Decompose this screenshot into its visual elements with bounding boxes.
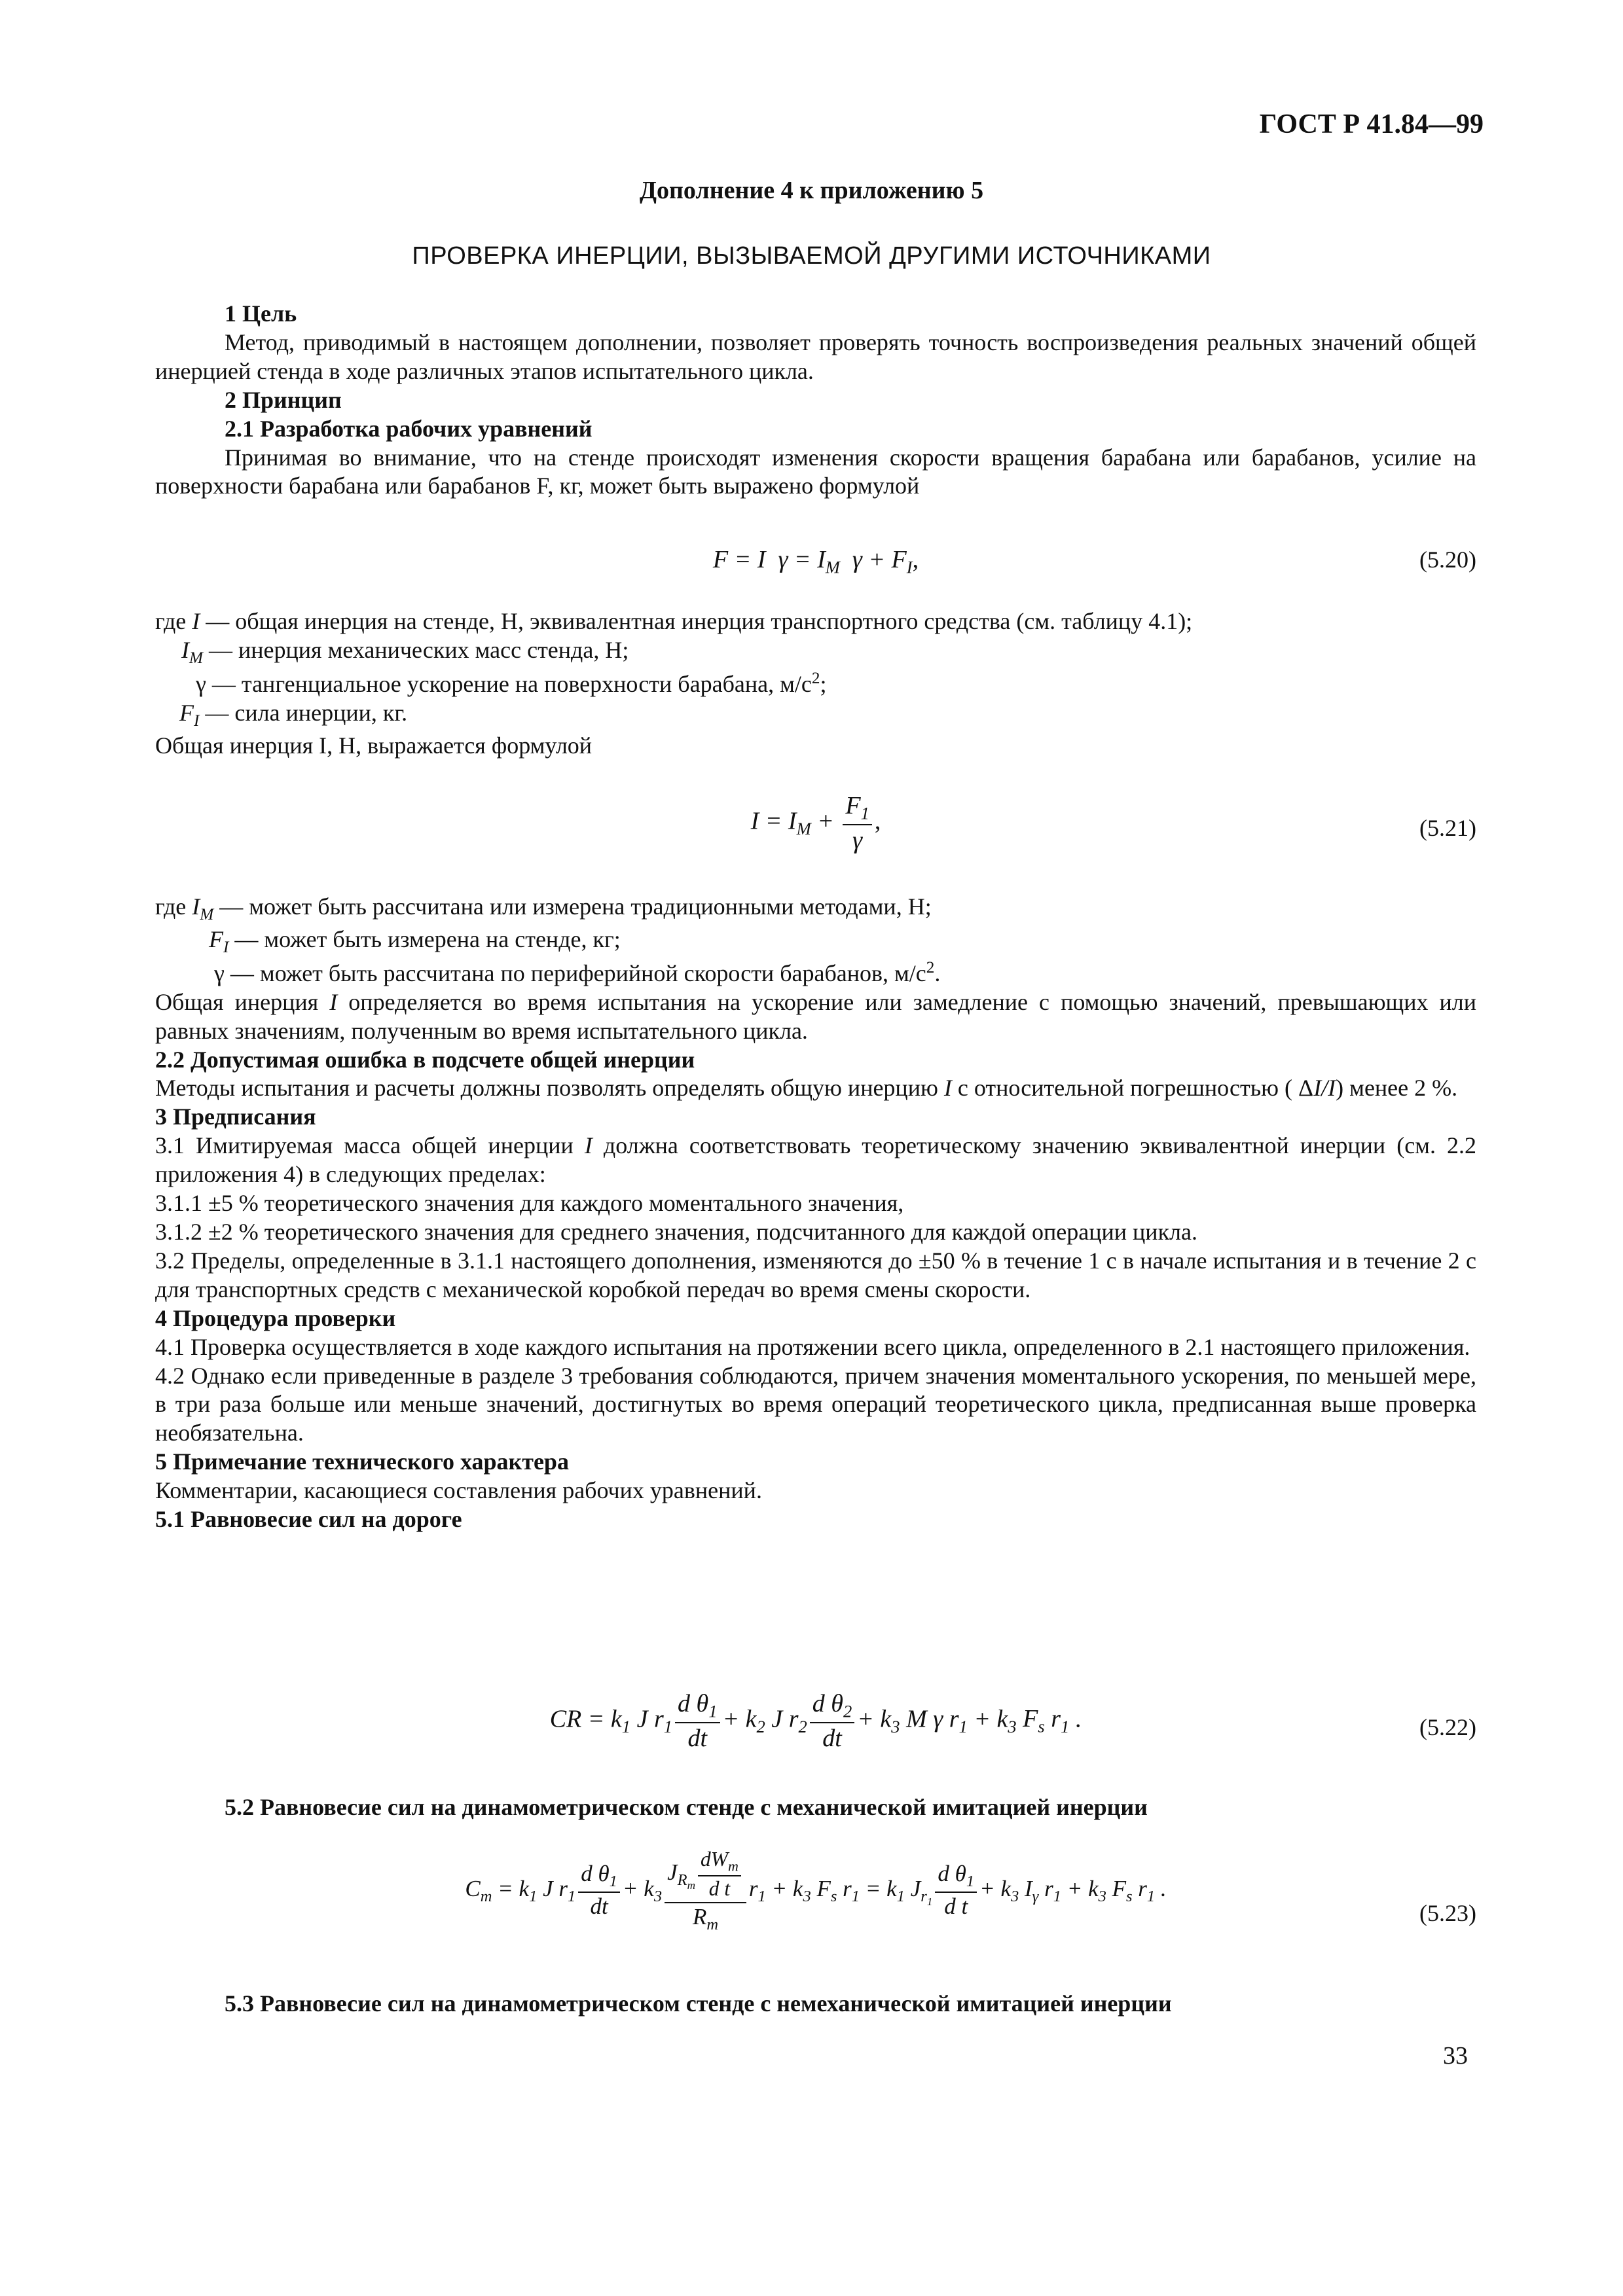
section-3-1-1-text: 3.1.1 ±5 % теоретического значения для каждого моментального значения,: [155, 1190, 904, 1217]
equation-5-23-number: (5.23): [1419, 1900, 1476, 1926]
section-2-1-text: Принимая во внимание, что на стенде происходят изменения скорости вращения барабана или барабанов, усилие на поверхности барабана или барабанов F, кг, может быть выражено формулой: [155, 444, 1476, 499]
section-5-1-heading: 5.1 Равновесие сил на дороге: [155, 1506, 462, 1533]
definition-acceleration: γ — тангенциальное ускорение на поверхности барабана, $м/с^2$;: [196, 669, 827, 697]
section-3-heading: 3 Предписания: [155, 1103, 316, 1130]
equation-5-23-body: $C_m = k_1$ J $r_1$ $\frac{d \theta_1}{dt}$ + $k_3$ $J_{R_m}$ $\frac{dW_m}{\text{d t}}$ $R_m$ $r_1 + k_3$ $F_s$ $r_1 = k_1$ $J_{r_1}$ $\frac{d \theta_1}{\text{d t}}$ + $k_3$ $I_\gamma$ $r_1 + k_3$ $F_s$ $r_1$ .: [465, 1848, 1167, 1933]
definitions-5-20: [155, 607, 1476, 761]
equation-5-21-body: $I = I_M$ + $\frac{F_1}{\gamma}$ ,: [155, 791, 1476, 855]
section-2-2-text: Методы испытания и расчеты должны позволять определять общую инерцию I с относительной погрешностью ( ΔI/I) менее 2 %.: [155, 1075, 1458, 1102]
definitions-5-21-and-sections: [155, 893, 1476, 1534]
section-3-1-2-text: 3.1.2 ±2 % теоретического значения для среднего значения, подсчитанного для каждой операции цикла.: [155, 1219, 1197, 1245]
equation-5-20: [155, 545, 1476, 617]
equation-5-23: [155, 1847, 1476, 1971]
section-2-heading: 2 Принцип: [225, 386, 342, 413]
section-5-3-block: [155, 1990, 1476, 2018]
equation-5-21: [155, 791, 1476, 882]
appendix-subtitle: ПРОВЕРКА ИНЕРЦИИ, ВЫЗЫВАЕМОЙ ДРУГИМИ ИСТОЧНИКАМИ: [412, 242, 1211, 270]
section-1-text: Метод, приводимый в настоящем дополнении, позволяет проверять точность воспроизведения реальных значений общей инерцией стенда в ходе различных этапов испытательного цикла.: [155, 329, 1476, 384]
standard-number: ГОСТ Р 41.84—99: [1259, 109, 1484, 139]
definition-mechanical-inertia: $I_M$ — инерция механических масс стенда, Н;: [181, 636, 629, 668]
section-5-text: Комментарии, касающиеся составления рабочих уравнений.: [155, 1477, 762, 1504]
section-4-1-text: 4.1 Проверка осуществляется в ходе каждого испытания на протяжении всего цикла, определенного в 2.1 настоящего приложения.: [155, 1333, 1470, 1360]
total-inertia-intro: Общая инерция I, Н, выражается формулой: [155, 732, 593, 759]
definition-inertia-force: $F_I$ — сила инерции, кг.: [179, 699, 408, 730]
section-3-2-text: 3.2 Пределы, определенные в 3.1.1 настоящего дополнения, изменяются до ±50 % в течение 1 с в начале испытания и в течение 2 с для транспортных средств с механической коробкой передач во время смены скорости.: [155, 1247, 1476, 1302]
section-2-1-conclusion: Общая инерция I определяется во время испытания на ускорение или замедление с помощью значений, превышающих или равных значениям, полученным во время испытательного цикла.: [155, 988, 1477, 1044]
equation-5-22-body: CR = $k_1$ J $r_1$ $\frac{d \theta_1}{dt}$ + $k_2$ J $r_2$ $\frac{d \theta_2}{dt}$ + $k_3$ M γ $r_1 + k_3$ $F_s$ $r_1$ .: [549, 1690, 1082, 1753]
equation-5-20-body: F = I $\gamma = I_M$ $\gamma + F_I$,: [712, 546, 919, 577]
section-5-heading: 5 Примечание технического характера: [155, 1448, 569, 1475]
section-4-heading: 4 Процедура проверки: [155, 1304, 396, 1331]
equation-5-21-number: (5.21): [1419, 815, 1476, 841]
definition-total-inertia: где I — общая инерция на стенде, Н, эквивалентная инерция транспортного средства (см. таблицу 4.1);: [155, 608, 1193, 634]
equation-5-22-number: (5.22): [1419, 1714, 1476, 1740]
fraction-f1-gamma: $\frac{F_1}{\gamma}$: [843, 791, 872, 855]
appendix-title: Дополнение 4 к приложению 5: [639, 177, 984, 204]
section-5-3-heading: 5.3 Равновесие сил на динамометрическом стенде с немеханической имитацией инерции: [225, 1990, 1172, 2017]
page-number: 33: [1443, 2042, 1468, 2070]
section-2-2-heading: 2.2 Допустимая ошибка в подсчете общей инерции: [155, 1046, 695, 1073]
section-5-2-heading: 5.2 Равновесие сил на динамометрическом стенде с механической имитацией инерции: [225, 1794, 1148, 1820]
section-1-block: [155, 300, 1476, 501]
equation-5-22: [155, 1689, 1476, 1774]
section-3-1-text: 3.1 Имитируемая масса общей инерции I должна соответствовать теоретическому значению эквивалентной инерции (см. 2.2 приложения 4) в следующих пределах:: [155, 1132, 1476, 1188]
section-5-2-block: [155, 1793, 1476, 1822]
definition-fi-measured: $F_I$ — может быть измерена на стенде, кг;: [209, 925, 621, 957]
section-1-heading: 1 Цель: [225, 300, 297, 327]
section-2-1-heading: 2.1 Разработка рабочих уравнений: [225, 415, 593, 442]
section-4-2-text: 4.2 Однако если приведенные в разделе 3 требования соблюдаются, причем значения моментального ускорения, по меньшей мере, в три раза больше или меньше значений, достигнутых во время операций теоретического цикла, предписанная выше проверка необязательна.: [155, 1362, 1476, 1446]
definition-im-calculated: где $I_M$ — может быть рассчитана или измерена традиционными методами, Н;: [155, 893, 932, 924]
equation-5-20-number: (5.20): [1419, 547, 1476, 573]
definition-gamma-calculated: γ — может быть рассчитана по периферийной скорости барабанов, $м/с^2$.: [214, 958, 941, 986]
